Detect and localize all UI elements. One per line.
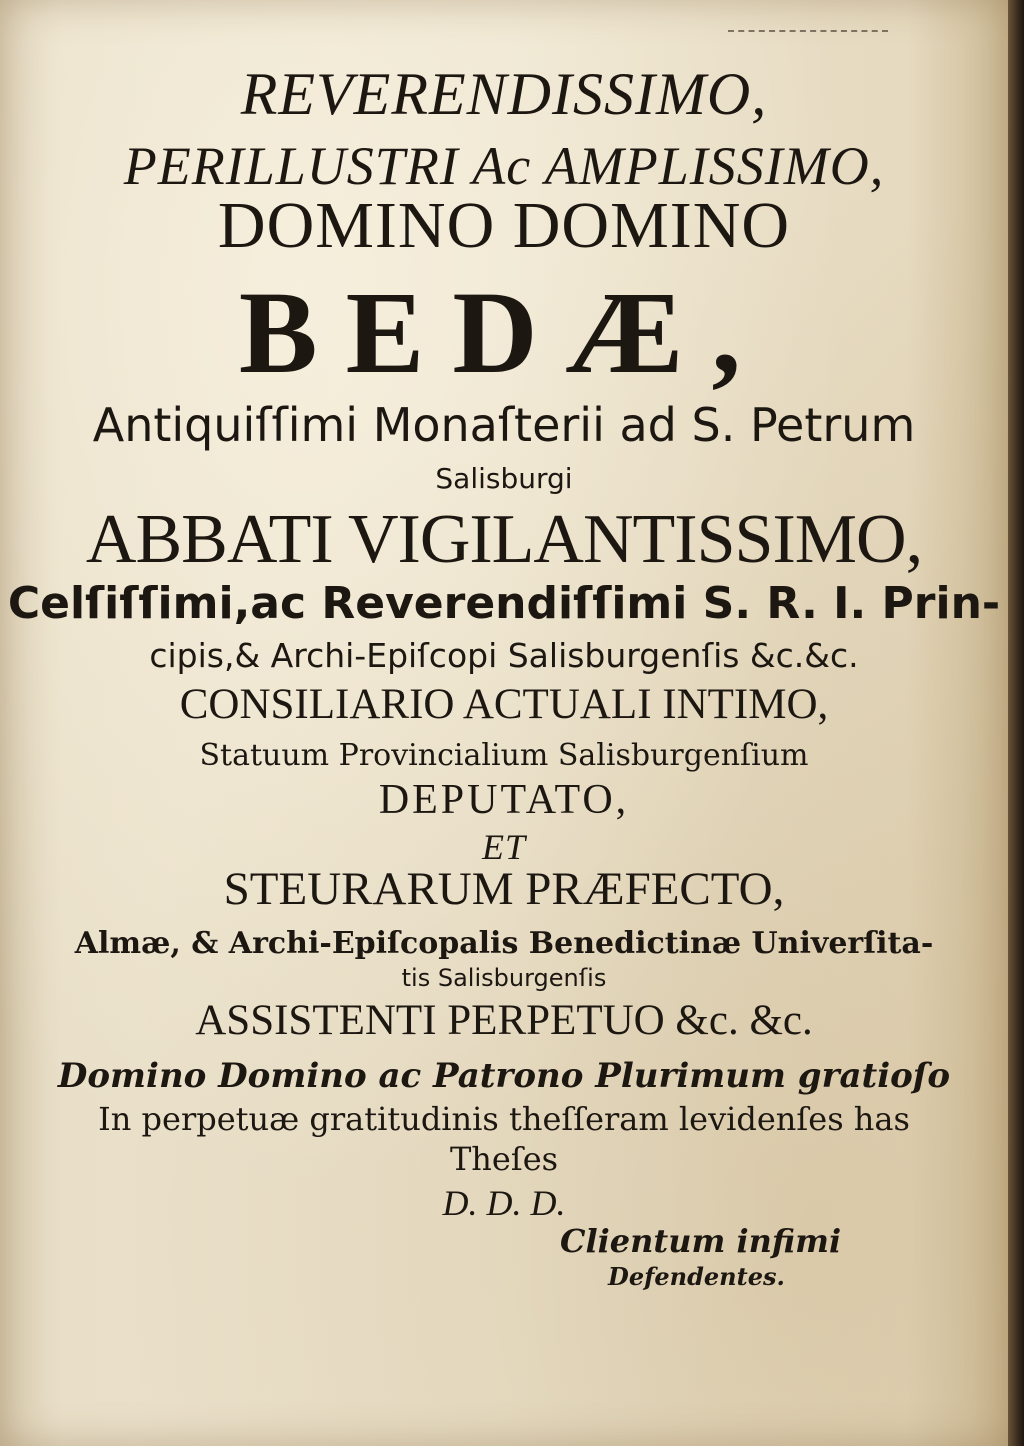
ink-marks <box>728 30 888 38</box>
dedication-line-clientum: Clientum infimi <box>560 1222 842 1260</box>
dedication-line-defendentes: Defendentes. <box>608 1262 785 1291</box>
dedication-line-domino-patrono: Domino Domino ac Patrono Plurimum gratioſo <box>57 1056 951 1096</box>
dedication-line-perillustri: PERILLUSTRI Ac AMPLISSIMO, <box>123 136 885 196</box>
dedication-line-ddd: D. D. D. <box>442 1183 566 1223</box>
dedication-line-monasterii: Antiquiſſimi Monaſterii ad S. Petrum <box>92 398 916 452</box>
dedication-line-deputato: DEPUTATO, <box>378 777 630 823</box>
dedication-line-consiliario: CONSILIARIO ACTUALI INTIMO, <box>179 681 829 728</box>
book-edge <box>1008 0 1024 1446</box>
dedication-line-statuum: Statuum Provincialium Salisburgenſium <box>199 738 809 773</box>
dedication-line-bedae: BEDÆ, <box>238 267 770 398</box>
dedication-line-domino-domino: DOMINO DOMINO <box>217 189 791 262</box>
dedication-line-celsissimi: Celſiſſimi,ac Reverendiſſimi S. R. I. Prin- <box>7 578 1001 629</box>
dedication-line-reverendissimo: REVERENDISSIMO, <box>240 61 768 127</box>
dedication-line-almae: Almæ, & Archi-Epiſcopalis Benedictinæ Univerſita- <box>74 926 934 961</box>
dedication-line-in-perpetuae: In perpetuæ gratitudinis theſſeram levidenſes has <box>98 1100 910 1138</box>
dedication-line-principis: cipis,& Archi-Epiſcopi Salisburgenſis &c.&c. <box>149 636 859 675</box>
dedication-line-assistenti: ASSISTENTI PERPETUO &c. &c. <box>195 997 813 1044</box>
dedication-line-et: ET <box>481 827 526 867</box>
dedication-line-abbati: ABBATI VIGILANTISSIMO, <box>85 501 923 578</box>
dedication-line-steurarum: STEURARUM PRÆFECTO, <box>223 863 785 915</box>
dedication-line-tis-salisburgensis: tis Salisburgenſis <box>401 964 607 992</box>
dedication-line-theses: Theſes <box>449 1140 559 1178</box>
dedication-line-salisburgi: Salisburgi <box>435 462 573 495</box>
